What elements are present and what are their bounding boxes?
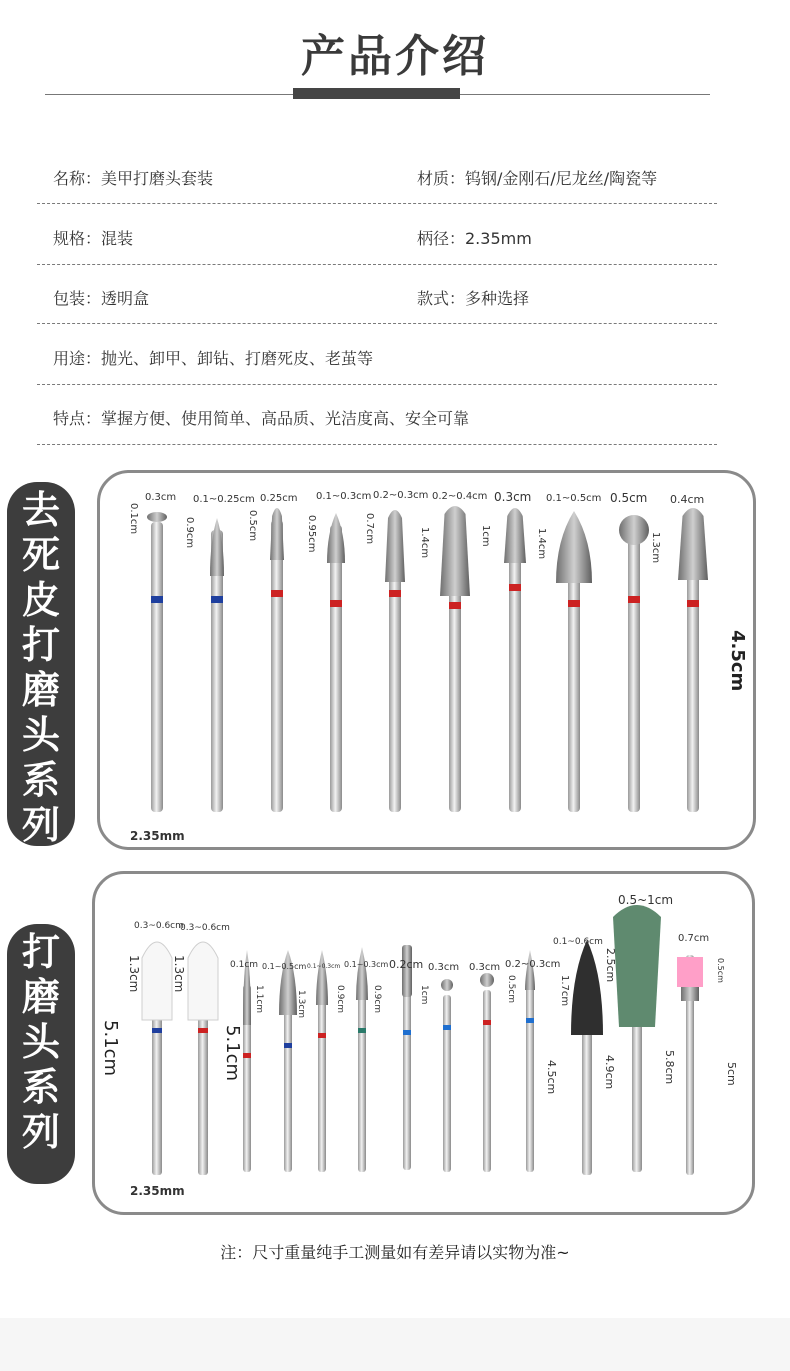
shank-label: 2.35mm bbox=[130, 1184, 185, 1198]
bit-shank bbox=[443, 995, 451, 1172]
bit-head bbox=[188, 942, 218, 1020]
length-label: 5.1cm bbox=[100, 1020, 121, 1077]
bit-head bbox=[270, 508, 284, 560]
bit-color-band bbox=[389, 590, 401, 597]
bit-height-label: 0.1cm bbox=[128, 503, 139, 535]
bit-width-label: 0.2~0.3cm bbox=[505, 959, 561, 970]
bit-head bbox=[525, 950, 535, 990]
length-label: 5.1cm bbox=[222, 1025, 243, 1082]
bit-color-band bbox=[483, 1020, 491, 1025]
label-char: 头 bbox=[21, 713, 60, 757]
bit-shank bbox=[526, 985, 534, 1172]
label-char: 去 bbox=[21, 488, 60, 532]
bit-height-label: 0.9cm bbox=[335, 985, 345, 1014]
bit-height-label: 2.5cm bbox=[604, 948, 617, 983]
bit-height-label: 1.3cm bbox=[127, 955, 141, 993]
bit-color-band bbox=[687, 600, 699, 607]
bit-width-label: 0.2~0.3cm bbox=[373, 490, 429, 501]
bit-head bbox=[480, 973, 494, 987]
bit-height-label: 1.3cm bbox=[650, 532, 661, 564]
bit-shank bbox=[271, 520, 283, 812]
bit-shank bbox=[358, 982, 366, 1172]
bit-width-label: 0.1~0.5cm bbox=[262, 962, 307, 971]
bit-head bbox=[677, 957, 703, 987]
bit-width-label: 0.3cm bbox=[494, 490, 532, 504]
bit-shank bbox=[509, 520, 521, 812]
bit-height-label: 0.5cm bbox=[506, 975, 516, 1004]
bit-head bbox=[147, 512, 167, 522]
bit-head bbox=[327, 513, 345, 563]
bit-height-label: 1.3cm bbox=[172, 955, 186, 993]
bit-height-label: 0.5cm bbox=[716, 958, 725, 983]
bit-shank bbox=[628, 518, 640, 812]
bit-head bbox=[385, 510, 405, 582]
bit-color-band bbox=[330, 600, 342, 607]
bit-head bbox=[556, 511, 592, 583]
bit-width-label: 0.5cm bbox=[610, 491, 648, 505]
bit-head bbox=[678, 508, 708, 580]
bit-height-label: 0.9cm bbox=[184, 517, 195, 549]
bit-color-band bbox=[403, 1030, 411, 1035]
label-char: 磨 bbox=[21, 668, 60, 712]
bit-width-label: 0.3~0.6cm bbox=[180, 923, 230, 933]
label-char: 列 bbox=[21, 1110, 60, 1154]
bit-head bbox=[504, 508, 526, 563]
label-char: 死 bbox=[21, 533, 60, 577]
label-char: 磨 bbox=[21, 975, 60, 1019]
spec-shank: 柄径：2.35mm bbox=[417, 229, 532, 248]
bit-width-label: 0.1~0.3cm bbox=[307, 963, 341, 970]
spec-name: 名称：美甲打磨头套装 bbox=[53, 169, 214, 188]
bit-height-label: 1cm bbox=[480, 525, 491, 547]
label-char: 打 bbox=[21, 623, 60, 667]
bit-height-label: 1cm bbox=[419, 985, 429, 1005]
bit-shank bbox=[483, 990, 491, 1172]
bit-width-label: 0.5~1cm bbox=[618, 893, 674, 907]
bit-color-band bbox=[358, 1028, 366, 1033]
bit-color-band bbox=[443, 1025, 451, 1030]
bit-head bbox=[210, 518, 224, 576]
bit-head bbox=[619, 515, 649, 545]
bit-shank bbox=[403, 980, 411, 1170]
label-char: 头 bbox=[21, 1020, 60, 1064]
length-label: 5.8cm bbox=[663, 1050, 676, 1085]
bit-width-label: 0.3cm bbox=[469, 962, 501, 973]
length-label: 4.9cm bbox=[603, 1055, 616, 1090]
bit-width-label: 0.1~0.25cm bbox=[193, 494, 255, 505]
bit-height-label: 0.9cm bbox=[372, 985, 382, 1014]
bit-color-band bbox=[509, 584, 521, 591]
bit-color-band bbox=[152, 1028, 162, 1033]
bit-color-band bbox=[151, 596, 163, 603]
bit-head bbox=[142, 942, 172, 1020]
bit-height-label: 1.1cm bbox=[254, 985, 264, 1014]
bit-height-label: 1.3cm bbox=[296, 990, 306, 1019]
spec-material: 材质：钨钢/金刚石/尼龙丝/陶瓷等 bbox=[417, 169, 658, 188]
spec-usage: 用途：抛光、卸甲、卸钻、打磨死皮、老茧等 bbox=[53, 349, 374, 368]
bit-color-band bbox=[449, 602, 461, 609]
label-char: 打 bbox=[21, 930, 60, 974]
bit-color-band bbox=[628, 596, 640, 603]
bit-height-label: 1.7cm bbox=[559, 975, 570, 1007]
bit-shank bbox=[318, 985, 326, 1172]
bit-height-label: 1.4cm bbox=[419, 527, 430, 559]
bit-width-label: 0.3cm bbox=[428, 962, 460, 973]
footer-band bbox=[0, 1318, 790, 1371]
bit-height-label: 0.7cm bbox=[364, 513, 375, 545]
spec-features: 特点：掌握方便、使用简单、高品质、光洁度高、安全可靠 bbox=[53, 409, 470, 428]
page-title: 产品介绍 bbox=[301, 31, 489, 82]
bit-color-band bbox=[211, 596, 223, 603]
bit-width-label: 0.1~0.3cm bbox=[344, 960, 389, 969]
bit-height-label: 0.95cm bbox=[306, 515, 317, 553]
length-label: 5cm bbox=[725, 1062, 738, 1086]
bit-color-band bbox=[198, 1028, 208, 1033]
label-char: 系 bbox=[21, 1065, 60, 1109]
bit-color-band bbox=[318, 1033, 326, 1038]
length-label: 4.5cm bbox=[545, 1060, 558, 1095]
disclaimer-note: 注：尺寸重量纯手工测量如有差异请以实物为准~ bbox=[220, 1243, 570, 1262]
spec-style: 款式：多种选择 bbox=[417, 289, 530, 308]
bit-color-band bbox=[568, 600, 580, 607]
bit-color-band bbox=[526, 1018, 534, 1023]
bit-height-label: 1.4cm bbox=[536, 528, 547, 560]
spec-package: 包装：透明盒 bbox=[53, 289, 150, 308]
bit-color-band bbox=[271, 590, 283, 597]
bit-shank bbox=[330, 525, 342, 812]
bit-height-label: 0.5cm bbox=[247, 510, 258, 542]
label-char: 皮 bbox=[21, 578, 60, 622]
bit-width-label: 0.1~0.5cm bbox=[546, 493, 602, 504]
bit-width-label: 0.2cm bbox=[389, 958, 424, 971]
bit-color-band bbox=[284, 1043, 292, 1048]
bit-head bbox=[316, 950, 328, 1005]
bit-head bbox=[441, 979, 453, 991]
bit-width-label: 0.1~0.6cm bbox=[553, 937, 603, 947]
label-char: 列 bbox=[21, 803, 60, 847]
bit-head bbox=[613, 905, 661, 1027]
bit-width-label: 0.4cm bbox=[670, 493, 705, 506]
length-label: 4.5cm bbox=[727, 630, 748, 692]
bit-width-label: 0.1cm bbox=[230, 960, 259, 970]
bit-head bbox=[356, 947, 368, 1000]
label-char: 系 bbox=[21, 758, 60, 802]
bit-width-label: 0.3cm bbox=[145, 492, 177, 503]
bit-width-label: 0.2~0.4cm bbox=[432, 491, 488, 502]
bit-head bbox=[571, 940, 603, 1035]
bit-head bbox=[279, 950, 297, 1015]
bit-collar bbox=[681, 987, 699, 1001]
shank-label: 2.35mm bbox=[130, 829, 185, 843]
bit-width-label: 0.25cm bbox=[260, 493, 298, 504]
bit-shank bbox=[151, 522, 163, 812]
bit-width-label: 0.1~0.3cm bbox=[316, 491, 372, 502]
bit-width-label: 0.7cm bbox=[678, 933, 710, 944]
spec-size: 规格：混装 bbox=[53, 229, 134, 248]
bit-color-band bbox=[243, 1053, 251, 1058]
bit-head bbox=[402, 945, 412, 997]
bit-head bbox=[440, 506, 470, 596]
bit-width-label: 0.3~0.6cm bbox=[134, 921, 184, 931]
